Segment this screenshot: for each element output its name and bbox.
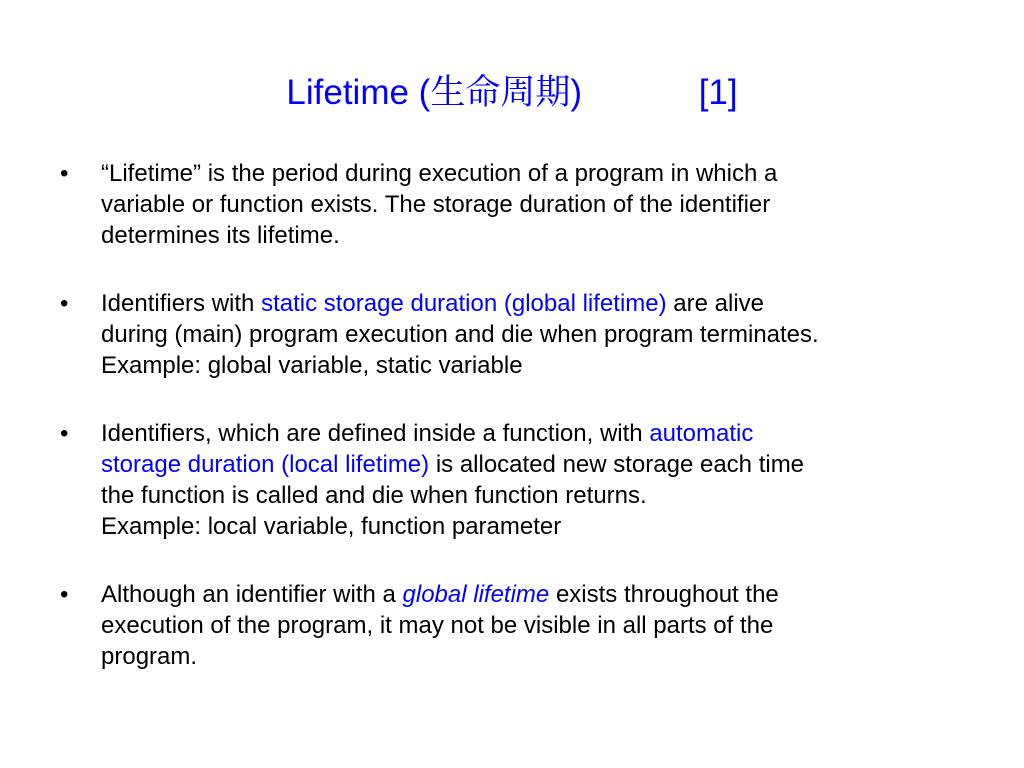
bullet-line: “Lifetime” is the period during execution of a program in which a xyxy=(101,160,778,187)
bullet-dot-icon: • xyxy=(60,160,69,187)
bullet-dot-icon: • xyxy=(60,581,69,608)
bullet-text: are alive xyxy=(666,290,764,317)
bullet-list xyxy=(60,158,980,709)
bullet-item-static-storage xyxy=(60,288,980,381)
bullet-example: Example: global variable, static variable xyxy=(101,352,523,379)
bullet-text: exists throughout the xyxy=(549,581,779,608)
bullet-example: Example: local variable, function parameter xyxy=(101,513,562,540)
bullet-dot-icon: • xyxy=(60,420,69,447)
slide-title xyxy=(0,71,1024,115)
bullet-text: Identifiers, which are defined inside a function, with xyxy=(101,420,650,447)
bullet-line: during (main) program execution and die when program terminates. xyxy=(101,321,819,348)
bullet-text: Identifiers with xyxy=(101,290,262,317)
bullet-text: Although an identifier with a xyxy=(101,581,403,608)
highlight-local-lifetime: storage duration (local lifetime) xyxy=(101,451,430,478)
highlight-static-storage: static storage duration (global lifetime) xyxy=(261,290,667,317)
highlight-automatic: automatic xyxy=(649,420,754,447)
bullet-line: the function is called and die when function returns. xyxy=(101,482,647,509)
bullet-item-automatic-storage xyxy=(60,418,980,542)
bullet-item-lifetime-definition xyxy=(60,158,980,251)
title-reference: [1] xyxy=(698,73,738,112)
bullet-line: variable or function exists. The storage duration of the identifier xyxy=(101,191,771,218)
bullet-item-global-visibility xyxy=(60,579,980,672)
bullet-line: determines its lifetime. xyxy=(101,222,340,249)
bullet-line: execution of the program, it may not be visible in all parts of the xyxy=(101,612,774,639)
title-text: Lifetime (生命周期) xyxy=(286,73,582,112)
bullet-line: program. xyxy=(101,643,198,670)
bullet-text: is allocated new storage each time xyxy=(429,451,805,478)
highlight-global-lifetime: global lifetime xyxy=(402,581,550,608)
bullet-dot-icon: • xyxy=(60,290,69,317)
